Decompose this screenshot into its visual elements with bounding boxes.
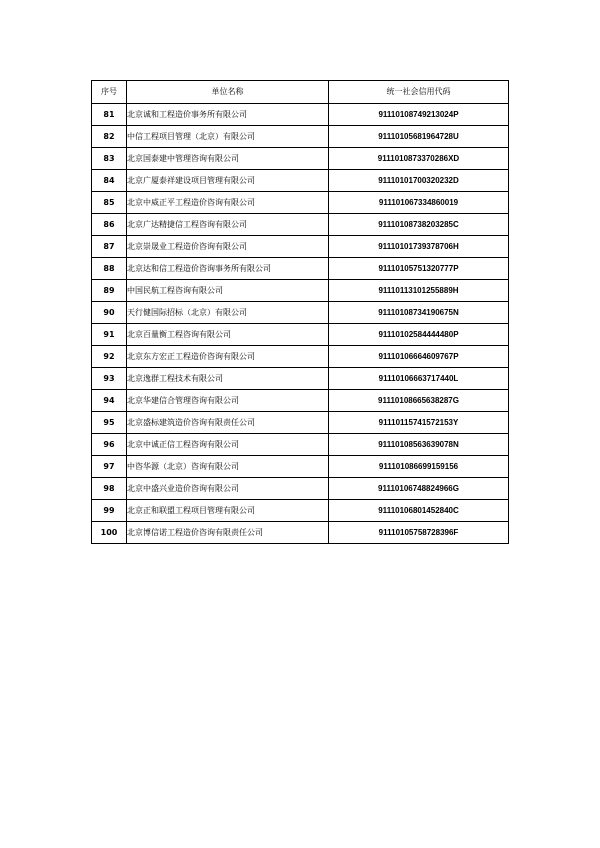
table-row — [92, 192, 509, 214]
table-row — [92, 126, 509, 148]
credit-code-cell: 91110108563639078N — [329, 434, 509, 456]
serial-number-cell: 81 — [92, 104, 127, 126]
credit-code-cell: 91110105681964728U — [329, 126, 509, 148]
table-row — [92, 412, 509, 434]
serial-number-cell: 92 — [92, 346, 127, 368]
serial-number-cell: 90 — [92, 302, 127, 324]
table-row — [92, 478, 509, 500]
serial-number-cell: 100 — [92, 522, 127, 544]
credit-code-cell: 91110108665638287G — [329, 390, 509, 412]
credit-code-cell: 91110101700320232D — [329, 170, 509, 192]
company-name-cell: 北京东方宏正工程造价咨询有限公司 — [127, 346, 329, 368]
company-name-cell: 北京国泰建中管理咨询有限公司 — [127, 148, 329, 170]
company-name-cell: 北京百量衡工程咨询有限公司 — [127, 324, 329, 346]
table-header — [92, 81, 509, 104]
serial-number-cell: 95 — [92, 412, 127, 434]
table-body — [92, 104, 509, 544]
credit-code-cell: 91110106748824966G — [329, 478, 509, 500]
company-name-cell: 北京中诚正信工程咨询有限公司 — [127, 434, 329, 456]
table-row — [92, 500, 509, 522]
credit-code-cell: 9111010873370286XD — [329, 148, 509, 170]
serial-number-cell: 96 — [92, 434, 127, 456]
company-name-cell: 北京广达精捷信工程咨询有限公司 — [127, 214, 329, 236]
company-name-cell: 中信工程项目管理（北京）有限公司 — [127, 126, 329, 148]
company-name-cell: 北京达和信工程造价咨询事务所有限公司 — [127, 258, 329, 280]
table-row — [92, 236, 509, 258]
table-row — [92, 302, 509, 324]
company-registry-table — [91, 80, 509, 544]
credit-code-cell: 91110101739378706H — [329, 236, 509, 258]
table-row — [92, 324, 509, 346]
table-row — [92, 456, 509, 478]
header-row — [92, 81, 509, 104]
company-name-cell: 北京盛标建筑造价咨询有限责任公司 — [127, 412, 329, 434]
header-serial-number: 序号 — [92, 81, 127, 104]
company-name-cell: 北京中威正平工程造价咨询有限公司 — [127, 192, 329, 214]
company-name-cell: 北京逸群工程技术有限公司 — [127, 368, 329, 390]
serial-number-cell: 89 — [92, 280, 127, 302]
credit-code-cell: 911101086699159156 — [329, 456, 509, 478]
credit-code-cell: 91110105758728396F — [329, 522, 509, 544]
credit-code-cell: 91110106664609767P — [329, 346, 509, 368]
company-name-cell: 北京诚和工程造价事务所有限公司 — [127, 104, 329, 126]
company-name-cell: 天行健国际招标（北京）有限公司 — [127, 302, 329, 324]
credit-code-cell: 91110108749213024P — [329, 104, 509, 126]
credit-code-cell: 91110113101255889H — [329, 280, 509, 302]
credit-code-cell: 91110108734190675N — [329, 302, 509, 324]
company-name-cell: 北京正和联盟工程项目管理有限公司 — [127, 500, 329, 522]
credit-code-cell: 91110115741572153Y — [329, 412, 509, 434]
table-row — [92, 170, 509, 192]
table-row — [92, 258, 509, 280]
table-row — [92, 148, 509, 170]
table-row — [92, 214, 509, 236]
table-row — [92, 390, 509, 412]
credit-code-cell: 91110106801452840C — [329, 500, 509, 522]
credit-code-cell: 91110106663717440L — [329, 368, 509, 390]
table-row — [92, 368, 509, 390]
company-name-cell: 中国民航工程咨询有限公司 — [127, 280, 329, 302]
table-row — [92, 104, 509, 126]
serial-number-cell: 93 — [92, 368, 127, 390]
serial-number-cell: 91 — [92, 324, 127, 346]
header-credit-code: 统一社会信用代码 — [329, 81, 509, 104]
credit-code-cell: 91110102584444480P — [329, 324, 509, 346]
credit-code-cell: 911101067334860019 — [329, 192, 509, 214]
serial-number-cell: 88 — [92, 258, 127, 280]
company-name-cell: 北京中盛兴业造价咨询有限公司 — [127, 478, 329, 500]
credit-code-cell: 91110108738203285C — [329, 214, 509, 236]
company-name-cell: 北京崇晟业工程造价咨询有限公司 — [127, 236, 329, 258]
serial-number-cell: 86 — [92, 214, 127, 236]
table-row — [92, 522, 509, 544]
serial-number-cell: 98 — [92, 478, 127, 500]
serial-number-cell: 99 — [92, 500, 127, 522]
credit-code-cell: 91110105751320777P — [329, 258, 509, 280]
header-company-name: 单位名称 — [127, 81, 329, 104]
company-name-cell: 中咨华源（北京）咨询有限公司 — [127, 456, 329, 478]
serial-number-cell: 97 — [92, 456, 127, 478]
serial-number-cell: 85 — [92, 192, 127, 214]
serial-number-cell: 82 — [92, 126, 127, 148]
company-name-cell: 北京华建信合管理咨询有限公司 — [127, 390, 329, 412]
serial-number-cell: 94 — [92, 390, 127, 412]
table-row — [92, 280, 509, 302]
company-name-cell: 北京博信诺工程造价咨询有限责任公司 — [127, 522, 329, 544]
serial-number-cell: 84 — [92, 170, 127, 192]
serial-number-cell: 83 — [92, 148, 127, 170]
table-row — [92, 434, 509, 456]
company-name-cell: 北京广厦泰祥建设项目管理有限公司 — [127, 170, 329, 192]
serial-number-cell: 87 — [92, 236, 127, 258]
table-row — [92, 346, 509, 368]
